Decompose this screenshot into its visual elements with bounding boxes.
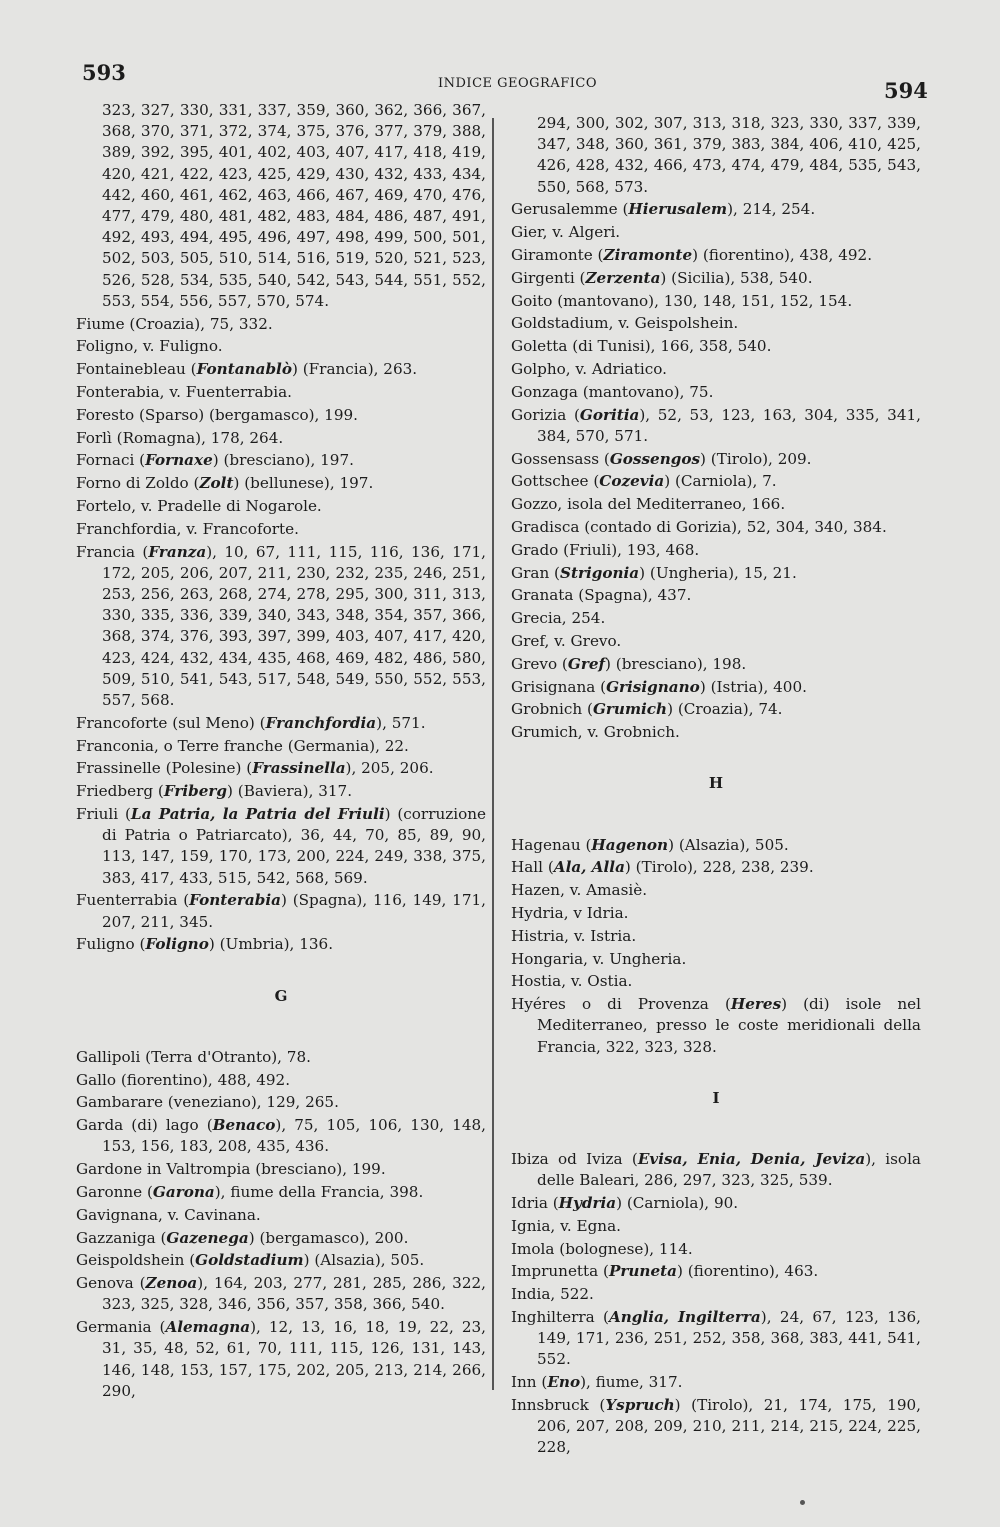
entry-historical-name: Frassinella (252, 759, 346, 778)
index-entry (76, 314, 486, 335)
entry-name: Goito (mantovano), 130, 148, 151, 152, 154. (511, 291, 853, 310)
entry-historical-name: Ziramonte (603, 246, 693, 264)
entry-name: Gallo (fiorentino), 488, 492. (76, 1070, 291, 1089)
entry-name: Gradisca (contado di Gorizia), 52, 304, 340, 384. (511, 517, 887, 536)
entry-references: ) (Sicilia), 538, 540. (660, 268, 813, 287)
index-entry (511, 903, 921, 924)
entry-name: Foresto (Sparso) (bergamasco), 199. (76, 405, 358, 424)
entry-references: ) (Alsazia), 505. (668, 835, 789, 854)
entry-historical-name: Cozevia (599, 472, 665, 491)
index-entry (511, 494, 921, 515)
entry-name: Gottschee ( (511, 472, 600, 491)
index-entry (76, 1159, 486, 1180)
entry-historical-name: Zolt (199, 474, 234, 493)
index-entry (76, 542, 486, 712)
index-entry (76, 1092, 486, 1113)
entry-name: Gossensass ( (511, 449, 610, 468)
entry-references: ) (fiorentino), 463. (676, 1262, 819, 1281)
entry-name: Gozzo, isola del Mediterraneo, 166. (511, 495, 786, 514)
entry-historical-name: Friberg (163, 782, 228, 801)
entry-name: Goldstadium, v. Geispolshein. (511, 314, 739, 333)
entry-name: Foligno, v. Fuligno. (76, 337, 223, 356)
entry-references: ), 214, 254. (727, 200, 816, 219)
index-entry (76, 804, 486, 889)
entry-name: Grado (Friuli), 193, 468. (511, 540, 700, 559)
entry-references: ), 10, 67, 111, 115, 116, 136, 171, 172, 205, 206, 207, 211, 230, 232, 235, 246, 251, 253, 256, 263, 268, 274, 278, 295, 300, 311, 313, 330, 335, 336, 339, 340, 343, 348, 354, 357, 366, 368, 374, 376, 393, 397, 399, 403, 407, 417, 420, 423, 424, 432, 434, 435, 468, 469, 482, 486, 580, 509, 510, 541, 543, 517, 548, 549, 550, 552, 553, 557, 568. (102, 542, 486, 710)
entry-name: Fontainebleau ( (76, 360, 197, 379)
entry-name: Inn ( (511, 1373, 548, 1392)
entry-historical-name: Goldstadium (195, 1251, 304, 1270)
index-entry (511, 313, 921, 334)
index-entry (511, 540, 921, 561)
index-entry (76, 781, 486, 802)
index-entry-continuation: 294, 300, 302, 307, 313, 318, 323, 330, 337, 339, 347, 348, 360, 361, 379, 383, 384, 406, 410, 425, 426, 428, 432, 466, 473, 474, 479, 484, 535, 543, 550, 568, 573. (537, 114, 921, 196)
entry-name: Idria ( (511, 1193, 559, 1212)
entry-historical-name: Gref (567, 654, 606, 673)
entry-name: Granata (Spagna), 437. (511, 586, 692, 605)
section-letter: H (708, 774, 724, 793)
entry-name: Grobnich ( (511, 700, 593, 719)
index-entry (76, 758, 486, 779)
index-entry (511, 835, 921, 856)
entry-historical-name: Goritia (579, 405, 640, 424)
entry-name: Fornaci ( (76, 451, 146, 470)
entry-name: Hazen, v. Amasiè. (511, 881, 648, 900)
index-entry (511, 699, 921, 720)
index-entry (76, 890, 486, 932)
index-entry (511, 677, 921, 698)
entry-name: Gorizia ( (511, 405, 580, 424)
entry-name: Gazzaniga ( (76, 1228, 167, 1247)
entry-name: Fortelo, v. Pradelle di Nogarole. (76, 497, 322, 515)
entry-name: Gavignana, v. Cavinana. (76, 1205, 261, 1224)
entry-name: Innsbruck ( (511, 1395, 606, 1414)
entry-historical-name: Foligno (145, 935, 209, 954)
index-entry (76, 1317, 486, 1402)
entry-historical-name: Franza (148, 542, 207, 561)
index-entry (511, 471, 921, 492)
index-entry (511, 631, 921, 652)
index-entry (511, 1307, 921, 1371)
entry-name: Goletta (di Tunisi), 166, 358, 540. (511, 337, 772, 356)
index-entry (511, 199, 921, 220)
index-entry (76, 496, 486, 517)
entry-name: Fuligno ( (76, 935, 146, 954)
entry-name: Hyéres o di Provenza ( (511, 995, 731, 1014)
entry-name: Grevo ( (511, 654, 568, 673)
entry-references: ) (bresciano), 198. (605, 654, 747, 673)
column-divider (492, 118, 494, 1390)
entry-historical-name: Yspruch (605, 1395, 675, 1414)
entry-references: ) (Croazia), 74. (667, 700, 783, 719)
entry-references: ) (Ungheria), 15, 21. (639, 563, 797, 582)
index-entry (511, 245, 921, 266)
index-entry-continuation: 323, 327, 330, 331, 337, 359, 360, 362, 366, 367, 368, 370, 371, 372, 374, 375, 376, 377, 379, 388, 389, 392, 395, 401, 402, 403, 407, 417, 418, 419, 420, 421, 422, 423, 425, 429, 430, 432, 433, 434, 442, 460, 461, 462, 463, 466, 467, 469, 470, 476, 477, 479, 480, 481, 482, 483, 484, 486, 487, 491, 492, 493, 494, 495, 496, 497, 498, 499, 500, 501, 502, 503, 505, 510, 514, 516, 519, 520, 521, 523, 526, 528, 534, 535, 540, 542, 543, 544, 551, 552, 553, 554, 556, 557, 570, 574. (102, 101, 486, 310)
index-entry (76, 450, 486, 471)
entry-name: Friuli ( (76, 805, 131, 823)
entry-references: ), isola delle Baleari, 286, 297, 323, 325, 539. (537, 1149, 921, 1190)
index-entry (511, 1149, 921, 1191)
index-entry (76, 405, 486, 426)
entry-name: Inghilterra ( (511, 1307, 609, 1326)
index-entry (511, 449, 921, 470)
entry-references: ) (Istria), 400. (699, 677, 807, 696)
entry-name: Gambarare (veneziano), 129, 265. (76, 1093, 339, 1112)
index-entry (511, 291, 921, 312)
index-entry (76, 1228, 486, 1249)
entry-name: Franconia, o Terre franche (Germania), 22. (76, 736, 409, 755)
entry-name: Garda (di) lago ( (76, 1116, 213, 1135)
entry-references: ) (di) isole nel Mediterraneo, presso le coste meridionali della Francia, 322, 323, 328. (537, 995, 922, 1056)
section-letter: G (274, 986, 288, 1005)
entry-references: ) (Carniola), 90. (616, 1193, 739, 1212)
index-entry (511, 654, 921, 675)
index-entry (76, 473, 486, 494)
entry-name: Geispoldshein ( (76, 1251, 196, 1270)
entry-name: Hall ( (511, 858, 554, 877)
entry-name: Gallipoli (Terra d'Otranto), 78. (76, 1047, 311, 1066)
entry-references: ) (Umbria), 136. (208, 935, 334, 954)
entry-name: Hostia, v. Ostia. (511, 972, 633, 991)
index-entry (511, 382, 921, 403)
entry-name: India, 522. (511, 1285, 594, 1304)
entry-references: ), 52, 53, 123, 163, 304, 335, 341, 384, 570, 571. (537, 405, 921, 445)
index-entry (76, 382, 486, 403)
entry-name: Germania ( (76, 1318, 166, 1337)
entry-references: ) (Francia), 263. (291, 360, 418, 379)
entry-name: Gerusalemme ( (511, 200, 629, 219)
index-entry (511, 1261, 921, 1282)
entry-name: Grecia, 254. (511, 609, 606, 628)
entry-name: Golpho, v. Adriatico. (511, 359, 667, 378)
entry-name: Grumich, v. Grobnich. (511, 723, 680, 742)
entry-name: Ibiza od Iviza ( (511, 1149, 638, 1168)
entry-historical-name: Hydria (558, 1193, 617, 1212)
index-entry (511, 1395, 921, 1459)
entry-historical-name: Alemagna (165, 1318, 251, 1337)
entry-historical-name: Grumich (592, 700, 668, 719)
entry-name: Gonzaga (mantovano), 75. (511, 382, 714, 401)
index-entry (511, 563, 921, 584)
index-entry (76, 336, 486, 357)
entry-name: Imprunetta ( (511, 1262, 609, 1281)
entry-historical-name: Zerzenta (585, 268, 661, 287)
entry-name: Girgenti ( (511, 268, 586, 287)
index-entry (511, 1239, 921, 1260)
entry-name: Fonterabia, v. Fuenterrabia. (76, 383, 292, 402)
entry-historical-name: Hierusalem (628, 200, 728, 219)
entry-name: Forlì (Romagna), 178, 264. (76, 428, 284, 447)
entry-historical-name: Franchfordia (265, 713, 377, 732)
entry-name: Gardone in Valtrompia (bresciano), 199. (76, 1160, 386, 1179)
index-entry (76, 1205, 486, 1226)
entry-name: Ignia, v. Egna. (511, 1216, 621, 1235)
index-entry (76, 1047, 486, 1068)
entry-references: ) (Tirolo), 209. (700, 449, 812, 468)
index-entry (76, 934, 486, 955)
entry-name: Frassinelle (Polesine) ( (76, 759, 253, 778)
entry-name: Imola (bolognese), 114. (511, 1239, 693, 1258)
index-entry (511, 405, 921, 447)
entry-name: Franchfordia, v. Francoforte. (76, 519, 299, 538)
index-entry (511, 336, 921, 357)
entry-references: ) (fiorentino), 438, 492. (692, 246, 873, 264)
index-entry (511, 880, 921, 901)
entry-name: Genova ( (76, 1274, 146, 1293)
index-entry (76, 1250, 486, 1271)
entry-references: ) (bellunese), 197. (233, 474, 374, 493)
entry-historical-name: Gazenega (166, 1228, 249, 1247)
entry-historical-name: Anglia, Ingilterra (608, 1307, 761, 1326)
index-entry (511, 268, 921, 289)
entry-historical-name: Ala, Alla (553, 858, 625, 877)
index-entry (511, 926, 921, 947)
index-entry (76, 736, 486, 757)
entry-name: Hydria, v Idria. (511, 903, 629, 922)
index-entry (511, 585, 921, 606)
index-entry (76, 713, 486, 734)
index-entry (511, 1216, 921, 1237)
index-entry (511, 857, 921, 878)
entry-name: Francia ( (76, 542, 149, 561)
entry-historical-name: Evisa, Enia, Denia, Jeviza (637, 1149, 866, 1168)
entry-historical-name: Fontanablò (196, 360, 292, 379)
entry-references: ) (Baviera), 317. (227, 782, 353, 801)
entry-references: ) (Spagna), 116, 149, 171, 207, 211, 345. (102, 891, 486, 931)
index-entry (511, 994, 921, 1058)
entry-name: Francoforte (sul Meno) ( (76, 713, 266, 732)
entry-name: Garonne ( (76, 1183, 153, 1201)
entry-references: ) (bergamasco), 200. (248, 1228, 409, 1247)
entry-historical-name: Fonterabia (189, 891, 281, 910)
entry-historical-name: Pruneta (608, 1262, 677, 1281)
index-column-left (76, 100, 486, 1404)
index-entry (76, 359, 486, 380)
entry-historical-name: Garona (152, 1183, 215, 1201)
entry-name: Fuenterrabia ( (76, 891, 190, 910)
index-entry (511, 722, 921, 743)
index-entry (511, 1284, 921, 1305)
entry-name: Histria, v. Istria. (511, 926, 637, 945)
entry-historical-name: Gossengos (609, 449, 701, 468)
entry-references: ) (Tirolo), 228, 238, 239. (624, 858, 814, 877)
entry-name: Friedberg ( (76, 782, 164, 801)
page-number-left: 593 (82, 60, 126, 85)
entry-references: ) (corruzione di Patria o Patriarcato), 36, 44, 70, 85, 89, 90, 113, 147, 159, 170, 173, 200, 224, 249, 338, 375, 383, 417, 433, 515, 542, 568, 569. (102, 805, 487, 887)
entry-historical-name: Grisignano (606, 677, 700, 696)
entry-references: ), fiume, 317. (580, 1373, 683, 1392)
index-entry (76, 1273, 486, 1315)
index-entry (511, 608, 921, 629)
page-number-right: 594 (884, 78, 928, 103)
index-entry (511, 1372, 921, 1393)
entry-references: ), fiume della Francia, 398. (214, 1183, 424, 1201)
entry-references: ) (Tirolo), 21, 174, 175, 190, 206, 207, 208, 209, 210, 211, 214, 215, 224, 225, 228, (537, 1395, 921, 1457)
index-entry (76, 1070, 486, 1091)
entry-name: Giramonte ( (511, 246, 604, 264)
index-column-right (511, 113, 921, 1460)
entry-references: ), 164, 203, 277, 281, 285, 286, 322, 323, 325, 328, 346, 356, 357, 358, 366, 540. (102, 1274, 486, 1314)
index-entry (76, 519, 486, 540)
index-entry (511, 359, 921, 380)
section-letter: I (712, 1088, 720, 1107)
entry-references: ), 12, 13, 16, 18, 19, 22, 23, 31, 35, 48, 52, 61, 70, 111, 115, 126, 131, 143, 146, 148, 153, 157, 175, 202, 205, 213, 214, 266, 290, (102, 1318, 486, 1400)
entry-historical-name: Strigonia (559, 563, 640, 582)
entry-historical-name: Fornaxe (145, 451, 213, 470)
index-entry (511, 971, 921, 992)
entry-references: ) (Alsazia), 505. (303, 1251, 425, 1270)
index-entry (76, 428, 486, 449)
entry-name: Grisignana ( (511, 677, 607, 696)
entry-references: ) (bresciano), 197. (212, 451, 354, 470)
entry-name: Hongaria, v. Ungheria. (511, 949, 687, 968)
ink-spot (800, 1500, 805, 1505)
index-entry (511, 1193, 921, 1214)
entry-historical-name: Hagenon (591, 835, 669, 854)
entry-name: Forno di Zoldo ( (76, 474, 200, 493)
entry-references: ), 205, 206. (345, 759, 434, 778)
entry-historical-name: Zenoa (145, 1274, 198, 1293)
entry-name: Gref, v. Grevo. (511, 631, 622, 650)
entry-name: Hagenau ( (511, 835, 592, 854)
running-header: INDICE GEOGRAFICO (438, 76, 597, 91)
entry-historical-name: Benaco (212, 1116, 276, 1135)
entry-name: Gier, v. Algeri. (511, 223, 621, 242)
entry-historical-name: Heres (730, 995, 782, 1014)
entry-name: Fiume (Croazia), 75, 332. (76, 314, 273, 333)
entry-historical-name: La Patria, la Patria del Friuli (130, 805, 385, 823)
entry-references: ) (Carniola), 7. (664, 472, 777, 491)
index-entry (511, 949, 921, 970)
entry-historical-name: Eno (547, 1373, 581, 1392)
entry-references: ), 24, 67, 123, 136, 149, 171, 236, 251, 252, 358, 368, 383, 441, 541, 552. (537, 1307, 921, 1369)
index-entry (511, 222, 921, 243)
entry-references: ), 571. (376, 713, 426, 732)
index-entry (511, 517, 921, 538)
entry-name: Gran ( (511, 563, 560, 582)
index-entry (76, 1115, 486, 1157)
index-entry (76, 1182, 486, 1203)
entry-references: ), 75, 105, 106, 130, 148, 153, 156, 183, 208, 435, 436. (102, 1116, 486, 1156)
